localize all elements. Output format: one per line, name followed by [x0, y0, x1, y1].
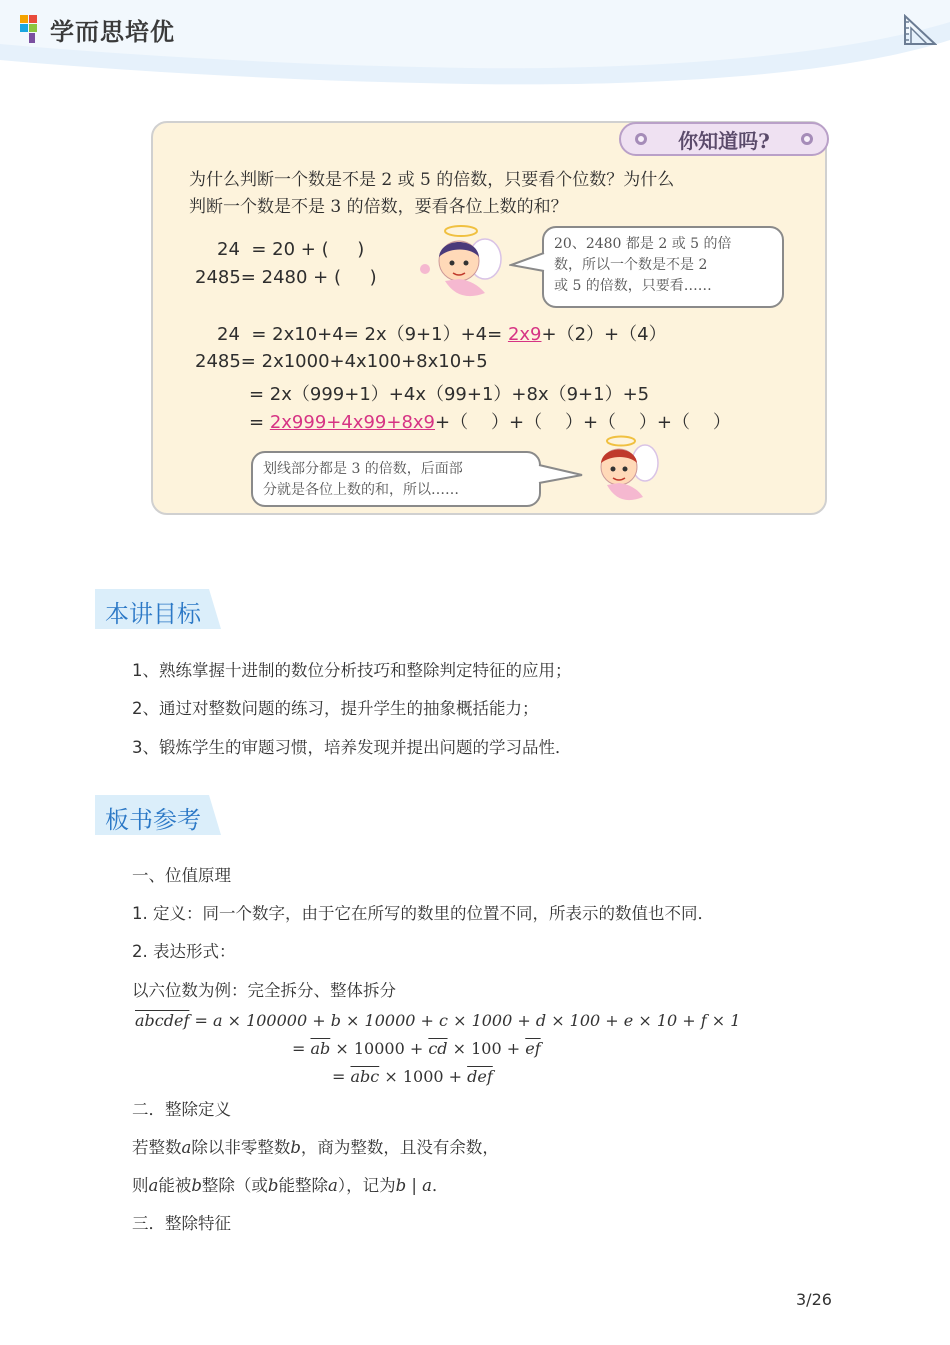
bubble-1-line-3: 或 5 的倍数，只要看…… — [554, 278, 712, 294]
did-you-know-box — [151, 121, 827, 515]
angel-character-icon — [415, 221, 505, 307]
heading-divisibility-features: 三．整除特征 — [132, 1214, 231, 1233]
formula-line-3: = $\overline{abc} \times 1000 + \overline{def}$ — [332, 1067, 493, 1086]
formula-line-2: = $\overline{ab} \times 10000 + \overline{cd} \times 100 + \overline{ef}$ — [292, 1039, 541, 1058]
section-title-goals: 本讲目标 — [105, 600, 201, 628]
equation-2485-expanded: 2485= 2x1000+4x100+8x10+5 — [195, 351, 488, 372]
question-line-1: 为什么判断一个数是不是 2 或 5 的倍数，只要看个位数？为什么 — [189, 170, 675, 190]
brand-logo-icon — [18, 13, 44, 45]
tag-dot-left-icon — [635, 133, 647, 145]
bubble-2-line-1: 划线部分都是 3 的倍数，后面部 — [263, 461, 463, 477]
heading-divisibility-definition: 二．整除定义 — [132, 1100, 231, 1119]
goal-item-2: 2、通过对整数问题的练习，提升学生的抽象概括能力； — [132, 699, 539, 718]
bubble-2-tail — [538, 463, 584, 487]
speech-bubble-2 — [251, 451, 541, 507]
did-you-know-title: 你知道吗? — [678, 128, 770, 153]
equation-24-expanded: 24 = 2x10+4= 2x（9+1）+4= 2x9+（2）+（4） — [217, 324, 667, 345]
bubble-2-line-2: 分就是各位上数的和，所以…… — [263, 482, 459, 498]
goal-item-3: 3、锻炼学生的审题习惯，培养发现并提出问题的学习品性． — [132, 738, 572, 757]
definition-line: 1. 定义：同一个数字，由于它在所写的数里的位置不同，所表示的数值也不同． — [132, 904, 714, 923]
example-line: 以六位数为例：完全拆分、整体拆分 — [132, 981, 396, 1000]
did-you-know-tag — [619, 122, 829, 156]
angel-character-2-icon — [581, 433, 661, 509]
divisibility-line-2: 则a能被b整除（或b能整除a），记为b | a． — [132, 1176, 449, 1195]
expression-form-line: 2. 表达形式： — [132, 942, 236, 961]
page-number: 3/26 — [796, 1290, 832, 1309]
section-header-goals — [95, 589, 225, 629]
goal-item-1: 1、熟练掌握十进制的数位分析技巧和整除判定特征的应用； — [132, 661, 572, 680]
heading-place-value: 一、位值原理 — [132, 866, 231, 885]
question-line-2: 判断一个数是不是 3 的倍数，要看各位上数的和？ — [189, 197, 568, 217]
equation-2485: 2485= 2480 + ( ) — [195, 267, 377, 288]
equation-2485-step3: = 2x999+4x99+8x9+（ ）+（ ）+（ ）+（ ） — [249, 412, 731, 433]
bubble-1-line-1: 20、2480 都是 2 或 5 的倍 — [554, 236, 732, 252]
speech-bubble-1 — [542, 226, 784, 308]
brand-name: 学而思培优 — [50, 17, 175, 46]
bubble-1-tail — [509, 251, 545, 275]
section-header-board — [95, 795, 225, 835]
formula-line-1: abcdef = a × 100000 + b × 10000 + c × 1000 + d × 100 + e × 10 + f × 1 — [135, 1011, 741, 1030]
divisibility-line-1: 若整数a除以非零整数b，商为整数，且没有余数， — [132, 1138, 499, 1157]
bubble-1-line-2: 数，所以一个数是不是 2 — [554, 257, 708, 273]
equation-24: 24 = 20 + ( ) — [217, 239, 365, 260]
section-title-board: 板书参考 — [105, 806, 201, 834]
equation-2485-step2: = 2x（999+1）+4x（99+1）+8x（9+1）+5 — [249, 384, 650, 405]
brand-logo — [18, 12, 175, 46]
header-band — [0, 0, 950, 85]
tag-dot-right-icon — [801, 133, 813, 145]
